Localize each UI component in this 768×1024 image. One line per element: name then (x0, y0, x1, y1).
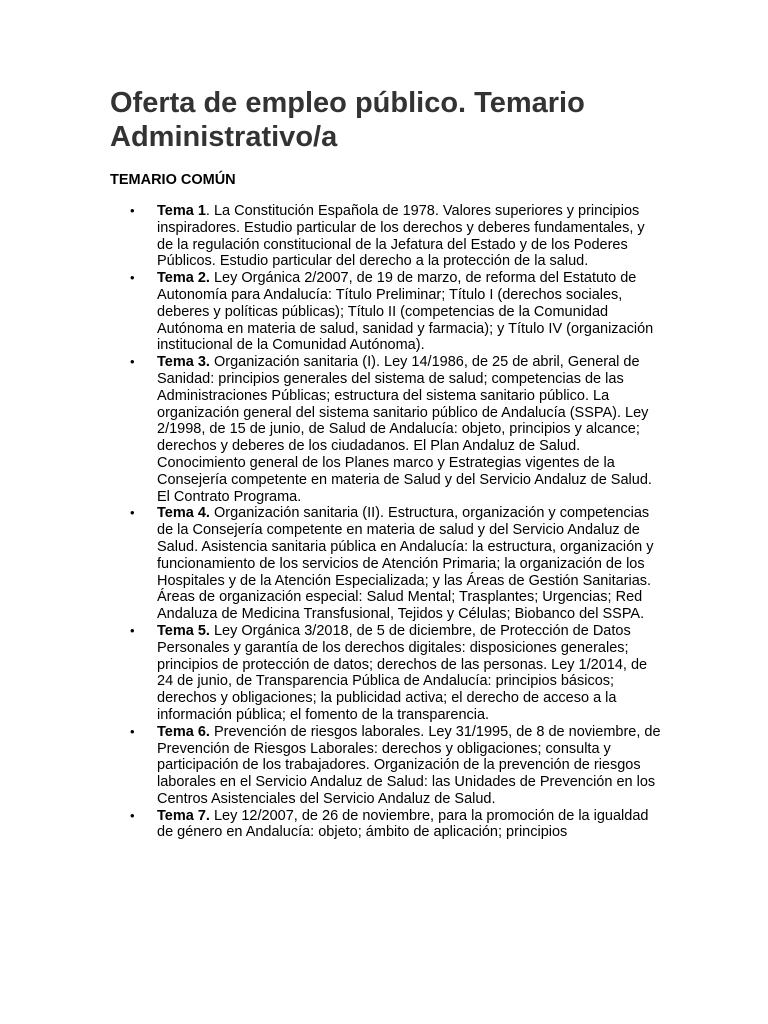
topic-item (130, 354, 662, 505)
topic-text: Organización sanitaria (II). Estructura, organización y competencias de la Consejería competente en materia de salud y del Servicio Andaluz de Salud. Asistencia sanitaria pública en Andalucía: la estructura, organización y funcionamiento de los servicios de Atención Primaria; la organización de los Hospitales y de la Atención Especializada; y las Áreas de Gestión Sanitarias. Áreas de organización especial: Salud Mental; Trasplantes; Urgencias; Red Andaluza de Medicina Transfusional, Tejidos y Células; Biobanco del SSPA. (157, 505, 654, 623)
topic-number: Tema 2. (157, 270, 210, 287)
topic-number: Tema 7. (157, 807, 210, 824)
topic-item (130, 505, 662, 623)
topic-number: Tema 6. (157, 723, 210, 740)
bullet-icon: • (130, 807, 135, 823)
title-line-1: Oferta de empleo público. Temario (110, 87, 585, 119)
topic-number: Tema 3. (157, 354, 210, 371)
bullet-icon: • (130, 723, 135, 739)
title-line-2: Administrativo/a (110, 121, 338, 153)
topic-list (130, 203, 662, 841)
topic-text: . La Constitución Española de 1978. Valores superiores y principios inspiradores. Estudio particular de los derechos y deberes fundamentales, y de la regulación constitucional de la Jefatura del Estado y de los Poderes Públicos. Estudio particular del derecho a la protección de la salud. (157, 203, 645, 270)
section-heading: TEMARIO COMÚN (110, 172, 236, 188)
topic-number: Tema 1 (157, 203, 206, 219)
topic-number: Tema 4. (157, 505, 210, 522)
topic-text: Ley Orgánica 2/2007, de 19 de marzo, de reforma del Estatuto de Autonomía para Andalucía: Título Preliminar; Título I (derechos sociales, deberes y políticas públicas); Título II (competencias de la Comunidad Autónoma en materia de salud, sanidad y farmacia); y Título IV (organización institucional de la Comunidad Autónoma). (157, 270, 654, 354)
bullet-icon: • (130, 354, 135, 370)
topic-text: Ley Orgánica 3/2018, de 5 de diciembre, de Protección de Datos Personales y garantía de los derechos digitales: disposiciones generales; principios de protección de datos; derechos de las personas. Ley 1/2014, de 24 de junio, de Transparencia Pública de Andalucía: principios básicos; derechos y obligaciones; la publicidad activa; el derecho de acceso a la información pública; el fomento de la transparencia. (157, 622, 648, 723)
topic-text: Prevención de riesgos laborales. Ley 31/1995, de 8 de noviembre, de Prevención de Riesgos Laborales: derechos y obligaciones; consulta y participación de los trabajadores. Organización de la prevención de riesgos laborales en el Servicio Andaluz de Salud: las Unidades de Prevención en los Centros Asistenciales del Servicio Andaluz de Salud. (157, 723, 661, 807)
topic-item (130, 622, 662, 724)
topic-item (130, 723, 662, 808)
topic-text: Ley 12/2007, de 26 de noviembre, para la promoción de la igualdad de género en Andalucía: objeto; ámbito de aplicación; principios (157, 807, 649, 841)
topic-item (130, 203, 662, 270)
topic-item (130, 270, 662, 354)
topic-number: Tema 5. (157, 622, 210, 639)
bullet-icon: • (130, 203, 135, 218)
bullet-icon: • (130, 622, 135, 638)
topic-text: Organización sanitaria (I). Ley 14/1986, de 25 de abril, General de Sanidad: principios generales del sistema de salud; competencias de las Administraciones Públicas; estructura del sistema sanitario público. La organización general del sistema sanitario público de Andalucía (SSPA). Ley 2/1998, de 15 de junio, de Salud de Andalucía: objeto, principios y alcance; derechos y deberes de los ciudadanos. El Plan Andaluz de Salud. Conocimiento general de los Planes marco y Estrategias vigentes de la Consejería competente en materia de Salud y del Servicio Andaluz de Salud. El Contrato Programa. (157, 354, 652, 505)
topic-item (130, 807, 662, 842)
bullet-icon: • (130, 270, 135, 286)
bullet-icon: • (130, 505, 135, 521)
document-title (110, 86, 690, 154)
